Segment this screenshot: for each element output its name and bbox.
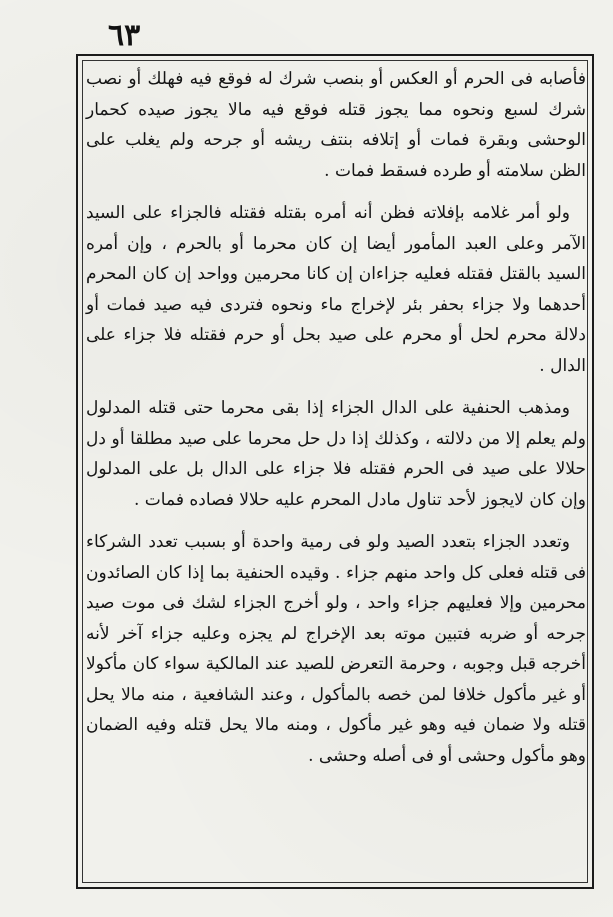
paragraph-2: ولو أمر غلامه بإفلاته فظن أنه أمره بقتله فقتله فالجزاء على السيد الآمر وعلى العبد المأمور أيضا إن كان محرما أو بالحرم ، وإن أمره السيد بالقتل فقتله فعليه جزاءان إن كانا محرمين وواحد إن كان المحرم أحدهما ولا جزاء بحفر بئر لإخراج ماء ونحوه فتردى فيه صيد فمات أو دلالة محرم لحل أو محرم على صيد بحل أو حرم فقتله فلا جزاء على الدال .	[86, 203, 586, 376]
page-number: ٦٣	[108, 18, 141, 53]
paragraph-1: فأصابه فى الحرم أو العكس أو بنصب شرك له فوقع فيه فهلك أو نصب شرك لسبع ونحوه مما يجوز قتله فوقع فيه مالا يجوز صيده كحمار الوحشى وبقرة فمات أو إتلافه بنتف ريشه أو جرحه ولم يغلب على الظن سلامته أو طرده فسقط فمات .	[86, 69, 586, 181]
paragraph-4: وتعدد الجزاء بتعدد الصيد ولو فى رمية واحدة أو بسبب تعدد الشركاء فى قتله فعلى كل واحد منهم جزاء . وقيده الحنفية بما إذا كان الصائدون محرمين وإلا فعليهم جزاء واحد ، ولو أخرج الجزاء لشك فى موت صيد جرحه أو ضربه فتبين موته بعد الإخراج لم يجزه وعليه جزاء آخر لأنه أخرجه قبل وجوبه ، وحرمة التعرض للصيد عند المالكية سواء كان مأكولا أو غير مأكول خلافا لمن خصه بالمأكول ، وعند الشافعية ، منه مالا يحل قتله ولا ضمان فيه وهو غير مأكول ، ومنه مالا يحل قتله وفيه الضمان وهو مأكول وحشى أو فى أصله وحشى .	[86, 532, 586, 766]
paragraph-3: ومذهب الحنفية على الدال الجزاء إذا بقى محرما حتى قتله المدلول ولم يعلم إلا من دلالته ، وكذلك إذا دل حل محرما على صيد مطلقا أو دل حلالا على صيد فى الحرم فقتله فلا جزاء على الدال بل على المدلول وإن كان لايجوز لأحد تناول مادل المحرم عليه حلالا فصاده فمات .	[86, 398, 586, 510]
body-text	[86, 64, 586, 771]
